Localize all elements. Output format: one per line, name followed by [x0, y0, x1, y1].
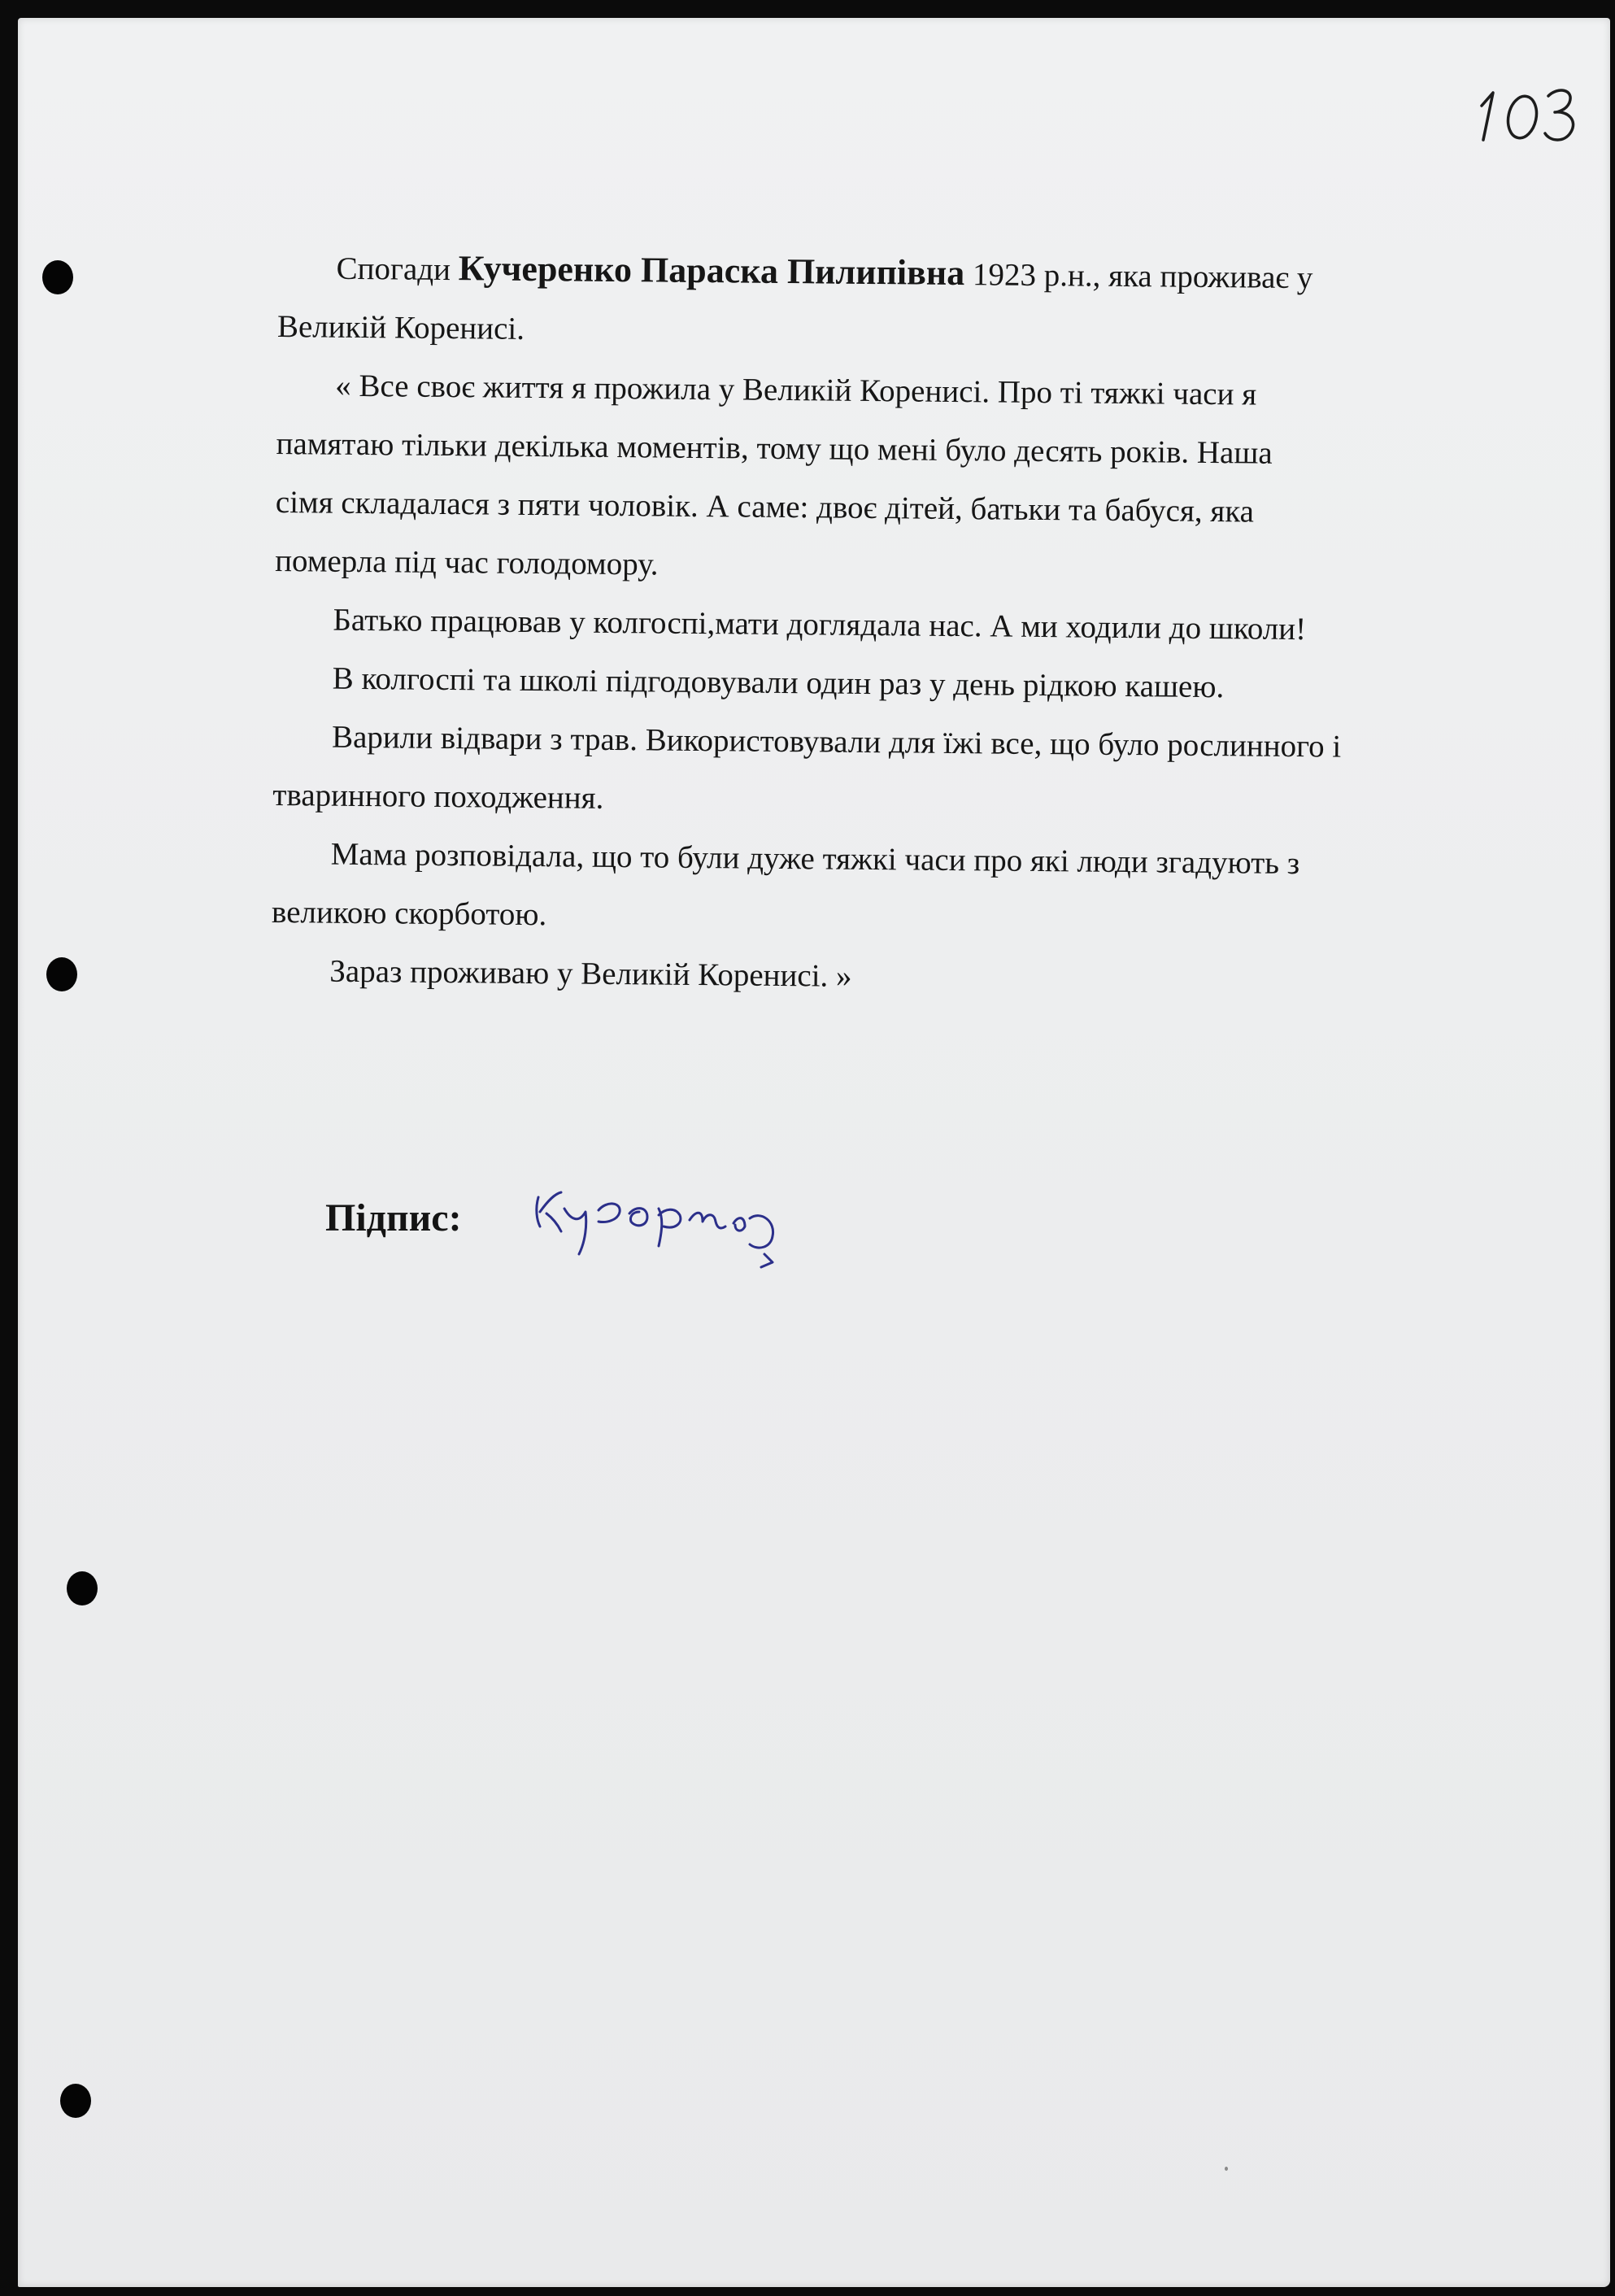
paragraph — [272, 708, 1509, 837]
paragraph — [271, 942, 1508, 1013]
signature-row — [325, 1173, 895, 1295]
author-name: Кучеренко Параска Пилипівна — [458, 248, 965, 294]
text-line: Зараз проживаю у Великій Коренисі. » — [329, 953, 852, 994]
signature-drawing — [529, 1173, 821, 1295]
intro-suffix: 1923 р.н., яка проживає у — [964, 257, 1313, 296]
text-line: В колгоспі та школі підгодовували один раз у день рідкою кашею. — [332, 660, 1225, 705]
intro-line-2: Великій Коренисі. — [276, 308, 525, 346]
text-line: великою скорботою. — [271, 894, 547, 933]
intro-prefix: Спогади — [336, 251, 459, 288]
page-number-drawing — [1474, 75, 1587, 148]
paper-sheet — [18, 18, 1610, 2287]
text-line: Варили відвари з трав. Використовували для їжі все, що було рослинного і — [331, 719, 1342, 765]
text-line: сімя складалася з пяти чоловік. А саме: двоє дітей, батьки та бабуся, яка — [275, 484, 1255, 529]
text-line: померла під час голодомору. — [274, 542, 659, 582]
text-line: памятаю тільки декілька моментів, тому що мені було десять років. Наша — [276, 425, 1273, 471]
punch-hole — [67, 1571, 98, 1605]
document-body — [271, 237, 1514, 1013]
text-line: тваринного походження. — [272, 777, 604, 816]
punch-hole — [42, 260, 73, 294]
punch-hole — [46, 957, 77, 991]
paragraph — [275, 356, 1513, 603]
handwritten-page-number — [1474, 75, 1587, 148]
punch-hole — [60, 2084, 91, 2118]
paragraph — [272, 825, 1508, 954]
text-line: Батько працював у колгоспі,мати доглядала нас. А ми ходили до школи! — [333, 602, 1307, 647]
text-line: « Все своє життя я прожила у Великій Коренисі. Про ті тяжкі часи я — [335, 368, 1257, 412]
signature-label: Підпис: — [325, 1196, 462, 1239]
text-line: Мама розповідала, що то були дуже тяжкі часи про які люди згадують з — [330, 836, 1300, 882]
handwritten-signature — [529, 1173, 821, 1295]
paper-speck — [1225, 2167, 1228, 2171]
